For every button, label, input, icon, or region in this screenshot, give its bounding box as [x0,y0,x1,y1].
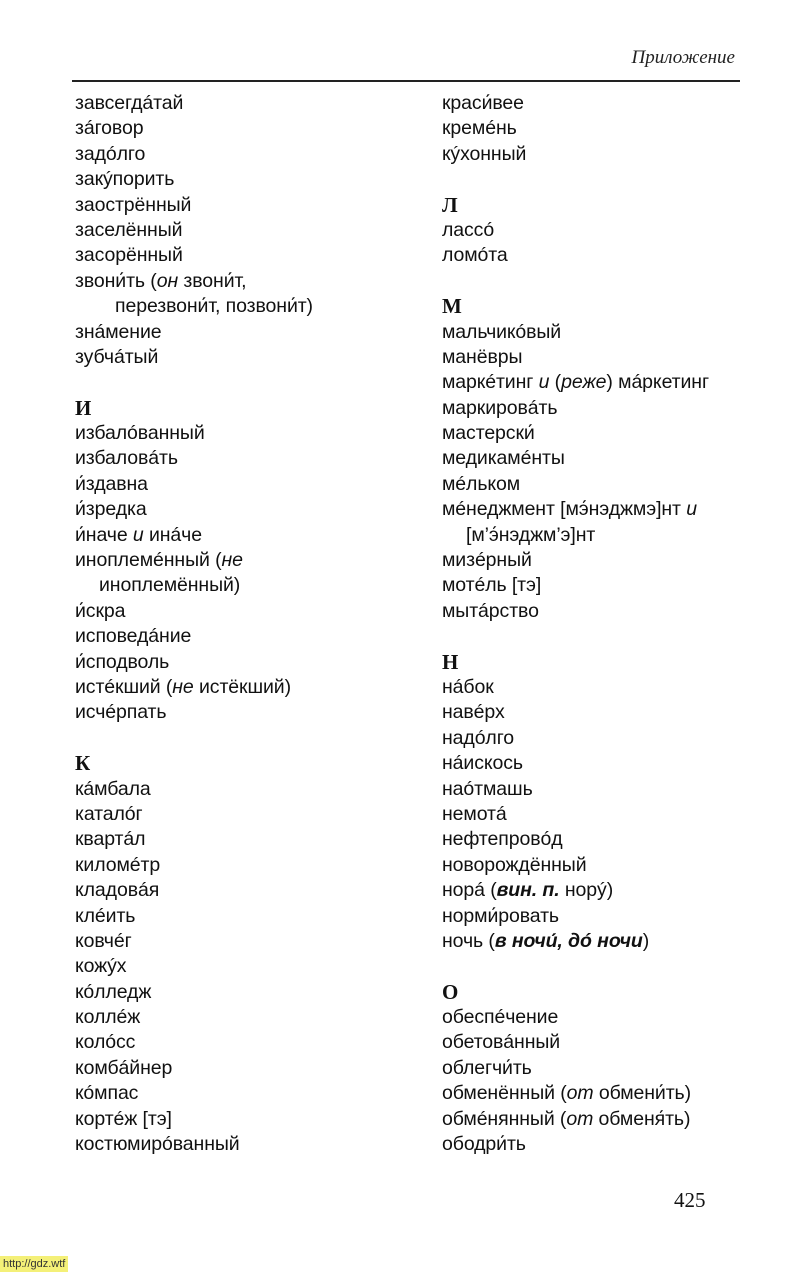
dictionary-entry: краси́вее [442,92,524,114]
dictionary-entry: манёвры [442,345,523,368]
dictionary-entry: кóлледж [75,980,152,1003]
running-header: Приложение [631,47,735,68]
dictionary-entry: костюмирóванный [75,1133,240,1156]
header-divider [72,80,740,82]
dictionary-entry: норá (вин. п. норý) [442,879,614,902]
dictionary-entry: кремéнь [442,117,517,140]
dictionary-entry: каталóг [75,802,143,825]
left-column [75,91,415,1157]
dictionary-entry: обменённый (от обмени́ть) [442,1082,691,1105]
dictionary-entry: обмéнянный (от обменя́ть) [442,1107,691,1130]
dictionary-entry: мальчикóвый [442,320,562,343]
dictionary-entry: исчéрпать [75,701,167,724]
section-letter-heading: О [442,979,459,1004]
dictionary-entry: коллéж [75,1006,141,1029]
dictionary-entry: и́сподволь [75,650,170,673]
dictionary-entry: истéкший (не истёкший) [75,675,291,698]
dictionary-entry: квартáл [75,828,146,851]
dictionary-entry: кожýх [75,955,127,978]
dictionary-entry: клéить [75,904,136,927]
dictionary-entry: колóсс [75,1031,136,1054]
section-letter-heading: И [75,395,92,420]
dictionary-entry: иноплемéнный (не [75,549,243,572]
dictionary-entry: кýхонный [442,142,527,165]
dictionary-entry: маркировáть [442,396,558,419]
dictionary-entry: кладовáя [75,879,160,902]
dictionary-entry: и́наче и инáче [75,523,202,546]
dictionary-entry-continuation: [м’э́нэджм’э]нт [466,523,596,546]
dictionary-entry: и́скра [75,599,126,622]
dictionary-entry: норми́ровать [442,904,559,927]
dictionary-entry: мизéрный [442,549,532,572]
dictionary-entry: нáбок [442,675,494,698]
dictionary-entry-continuation: иноплемённый) [99,574,241,597]
right-column [442,91,772,1157]
dictionary-entry: мастерски́ [442,422,535,445]
dictionary-entry: закýпорить [75,168,175,191]
dictionary-entry: заострённый [75,193,192,216]
dictionary-entry: новорождённый [442,853,587,876]
dictionary-entry: нáискось [442,752,523,775]
dictionary-entry: мотéль [тэ] [442,574,542,597]
dictionary-entry: облегчи́ть [442,1056,532,1079]
dictionary-entry: маркéтинг и (реже) мáркетинг [442,371,709,394]
watermark-link[interactable]: http://gdz.wtf [0,1256,68,1272]
dictionary-entry: кáмбала [75,777,151,800]
dictionary-entry: обетовáнный [442,1031,561,1054]
dictionary-entry: мытáрство [442,599,539,622]
dictionary-entry: навéрх [442,701,505,724]
dictionary-entry: звони́ть (он звони́т, [75,269,247,292]
dictionary-entry-continuation: перезвони́т, позвони́т) [115,295,313,318]
section-letter-heading: Л [442,192,458,217]
dictionary-entry: задóлго [75,142,146,165]
dictionary-entry: кóмпас [75,1082,139,1105]
dictionary-entry: наóтмашь [442,777,533,800]
section-letter-heading: К [75,751,91,776]
dictionary-entry: кортéж [тэ] [75,1107,172,1130]
dictionary-entry: ночь (в ночи́, дó ночи) [442,929,650,952]
section-letter-heading: М [442,294,462,319]
section-letter-heading: Н [442,649,459,674]
dictionary-entry: мéльком [442,472,521,495]
page-number: 425 [674,1188,706,1212]
dictionary-entry: мéнеджмент [мэ́нэджмэ]нт и [442,498,697,521]
dictionary-entry: ободри́ть [442,1133,526,1156]
dictionary-entry: ковчéг [75,929,132,952]
dictionary-entry: знáмение [75,320,162,343]
dictionary-entry: нефтепровóд [442,828,563,851]
dictionary-entry: засорённый [75,244,183,267]
dictionary-entry: и́здавна [75,472,148,495]
dictionary-entry: медикамéнты [442,447,565,470]
dictionary-entry: избалóванный [75,422,205,445]
dictionary-entry: киломéтр [75,853,161,876]
dictionary-entry: лассó [442,218,495,241]
dictionary-entry: надóлго [442,726,515,749]
dictionary-entry: исповедáние [75,625,192,648]
dictionary-entry: и́зредка [75,498,147,521]
dictionary-entry: комбáйнер [75,1056,173,1079]
dictionary-entry: заселённый [75,218,183,241]
dictionary-entry: завсегдáтай [75,92,184,114]
dictionary-entry: обеспéчение [442,1006,559,1029]
dictionary-entry: ломóта [442,244,508,267]
dictionary-entry: зáговор [75,117,144,140]
dictionary-entry: зубчáтый [75,345,159,368]
dictionary-entry: немотá [442,802,507,825]
dictionary-entry: избаловáть [75,447,178,470]
